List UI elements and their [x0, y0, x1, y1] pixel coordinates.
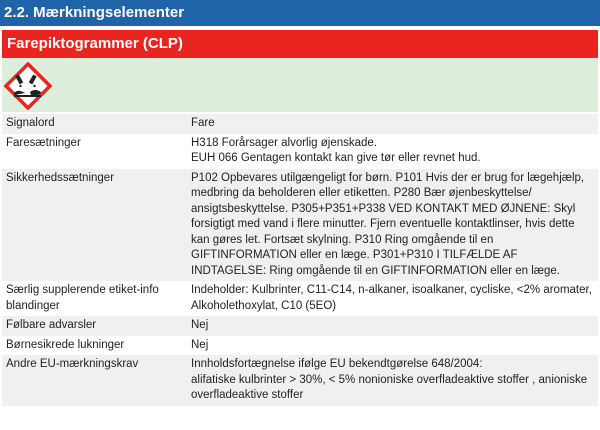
corrosion-icon: [4, 62, 52, 110]
value-line: H318 Forårsager alvorlig øjenskade.: [191, 136, 378, 149]
row-label: Signalord: [2, 114, 187, 134]
row-value: [187, 316, 598, 336]
row-label: Faresætninger: [2, 134, 187, 169]
row-value: [187, 169, 598, 282]
value-line: alifatiske kulbrinter > 30%, < 5% nonioniske overfladeaktive stoffer , anioniske overfladeaktive stoffer: [191, 373, 588, 401]
row-label: Følbare advarsler: [2, 316, 187, 336]
row-label: Andre EU-mærkningskrav: [2, 355, 187, 406]
row-value: [187, 281, 598, 316]
row-value: [187, 114, 598, 134]
row-label: Sikkerhedssætninger: [2, 169, 187, 282]
table-row: [2, 355, 598, 406]
hazard-pictograms-title: Farepiktogrammer (CLP): [2, 30, 598, 58]
section-title: 2.2. Mærkningselementer: [0, 0, 600, 26]
pictogram-row: [2, 58, 598, 112]
value-line: Indeholder: Kulbrinter, C11-C14, n-alkaner, isoalkaner, cycliske, <2% aromater, Alkoholethoxylat, C10 (5EO): [191, 284, 592, 312]
table-row: [2, 169, 598, 282]
table-row: [2, 336, 598, 356]
row-value: [187, 336, 598, 356]
table-row: [2, 316, 598, 336]
row-value: [187, 134, 598, 169]
value-line: Nej: [191, 338, 209, 351]
row-value: [187, 355, 598, 406]
row-label: Særlig supplerende etiket-info blandinger: [2, 281, 187, 316]
value-line: Nej: [191, 319, 209, 331]
table-row: [2, 114, 598, 134]
value-line: Innholdsfortægnelse ifølge EU bekendtgørelse 648/2004:: [191, 358, 483, 370]
value-line: Fare: [191, 117, 215, 129]
row-label: Børnesikrede lukninger: [2, 336, 187, 356]
table-row: [2, 134, 598, 169]
table-row: [2, 281, 598, 316]
value-line: P102 Opbevares utilgængeligt for børn. P101 Hvis der er brug for lægehjælp, medbring da beholderen eller etiketten. P280 Bær øjenbeskyttelse/ ansigtsbeskyttelse. P305+P351+P338 VED KONTAKT MED ØJNENE: Skyl forsigtigt med vand i flere minutter. Fjern eventuelle kontaktlinser, hvis dette kan gøres let. Fortsæt skylning. P310 Ring omgående til en GIFTINFORMATION eller en læge. P301+P310 I TILFÆLDE AF INDTAGELSE: Ring omgående til en GIFTINFORMATION eller en læge.: [191, 171, 585, 277]
value-line: EUH 066 Gentagen kontakt kan give tør eller revnet hud.: [191, 152, 481, 164]
label-elements-table: [2, 114, 598, 406]
